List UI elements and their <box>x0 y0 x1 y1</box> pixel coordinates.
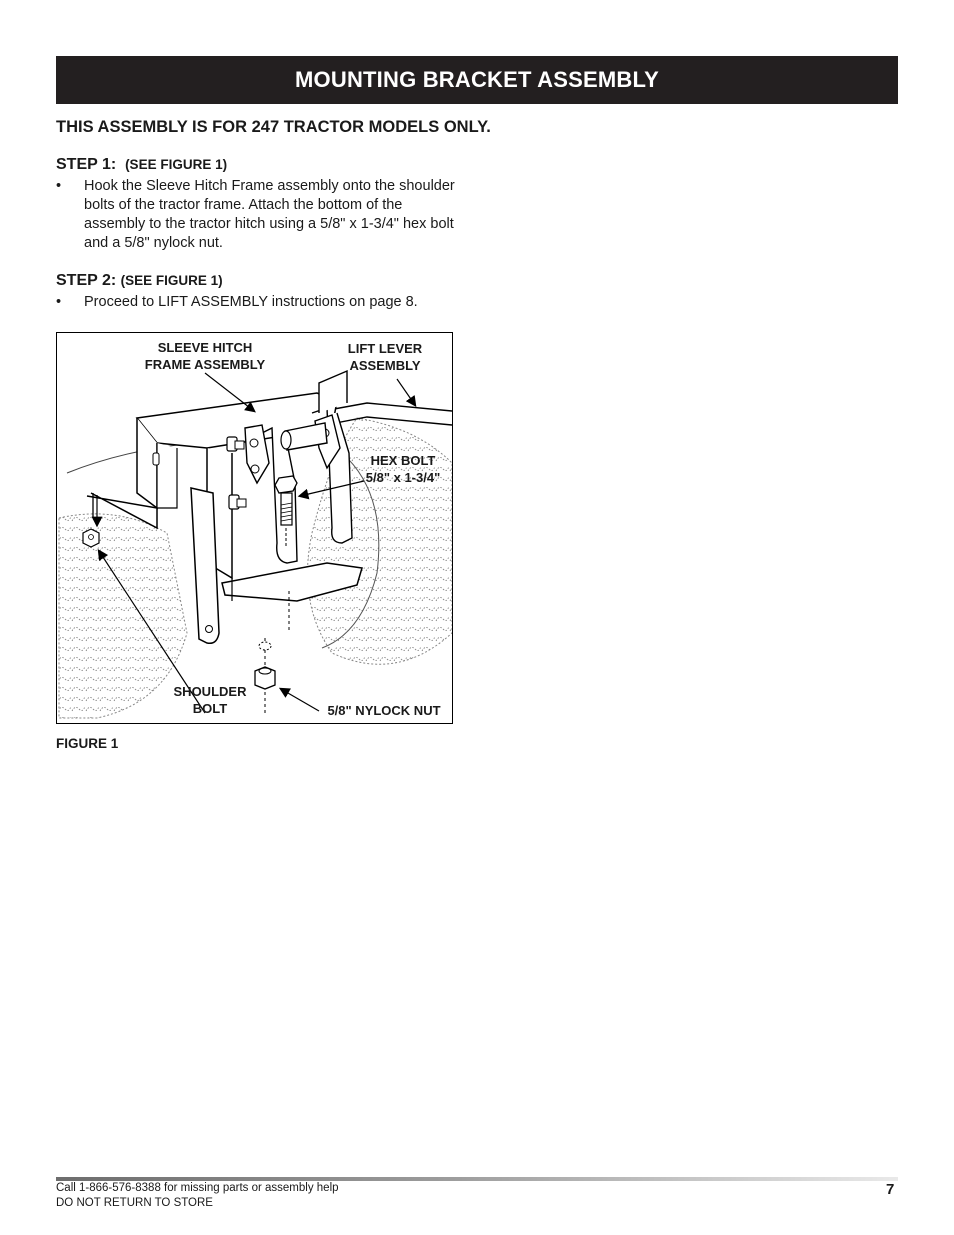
label-lift-lever <box>333 340 437 374</box>
label-sleeve-hitch-line-1: SLEEVE HITCH <box>157 340 253 355</box>
label-hex-bolt-line-2: 5/8" x 1-3/4" <box>365 470 441 485</box>
bullet-icon: • <box>56 178 62 194</box>
step-1-instruction <box>56 177 456 253</box>
page-number: 7 <box>886 1181 895 1198</box>
section-title-banner <box>56 56 898 104</box>
step-1-figure-ref: (SEE FIGURE 1) <box>125 157 228 172</box>
figure-1-illustration <box>56 332 453 724</box>
footer-notice: DO NOT RETURN TO STORE <box>56 1197 213 1209</box>
step-2-figure-ref: (SEE FIGURE 1) <box>120 273 223 288</box>
section-title: MOUNTING BRACKET ASSEMBLY <box>295 67 659 92</box>
label-shoulder-bolt-line-2: BOLT <box>192 701 228 716</box>
label-shoulder-bolt <box>165 683 255 717</box>
footer-help-line: Call 1-866-576-8388 for missing parts or assembly help <box>56 1182 339 1194</box>
figure-caption: FIGURE 1 <box>56 736 119 751</box>
step-2-instruction <box>56 293 456 312</box>
step-2-heading <box>56 272 223 290</box>
step-1-label: STEP 1: <box>56 156 117 173</box>
step-2-text: Proceed to LIFT ASSEMBLY instructions on page 8. <box>84 294 418 310</box>
hitch-assembly-drawing <box>57 333 453 724</box>
label-hex-bolt-line-1: HEX BOLT <box>370 453 436 468</box>
shoulder-bolt-nut-icon <box>83 529 99 547</box>
label-sleeve-hitch-line-2: FRAME ASSEMBLY <box>144 357 266 372</box>
label-lift-lever-line-1: LIFT LEVER <box>347 341 423 356</box>
footer-divider <box>56 1177 898 1181</box>
step-1-heading <box>56 156 227 174</box>
label-nylock-nut: 5/8" NYLOCK NUT <box>327 703 441 718</box>
models-note: THIS ASSEMBLY IS FOR 247 TRACTOR MODELS ONLY. <box>56 118 491 136</box>
nylock-nut-icon <box>255 667 275 689</box>
step-2-label: STEP 2: <box>56 272 117 289</box>
label-hex-bolt <box>357 452 449 486</box>
label-sleeve-hitch <box>135 339 275 373</box>
bullet-icon: • <box>56 294 62 310</box>
step-1-text: Hook the Sleeve Hitch Frame assembly onto the shoulder bolts of the tractor frame. Attach the bottom of the assembly to the tractor hitch using a 5/8" x 1-3/4" hex bolt and a 5/8" nylock nut. <box>84 178 455 251</box>
label-lift-lever-line-2: ASSEMBLY <box>349 358 421 373</box>
label-shoulder-bolt-line-1: SHOULDER <box>173 684 247 699</box>
